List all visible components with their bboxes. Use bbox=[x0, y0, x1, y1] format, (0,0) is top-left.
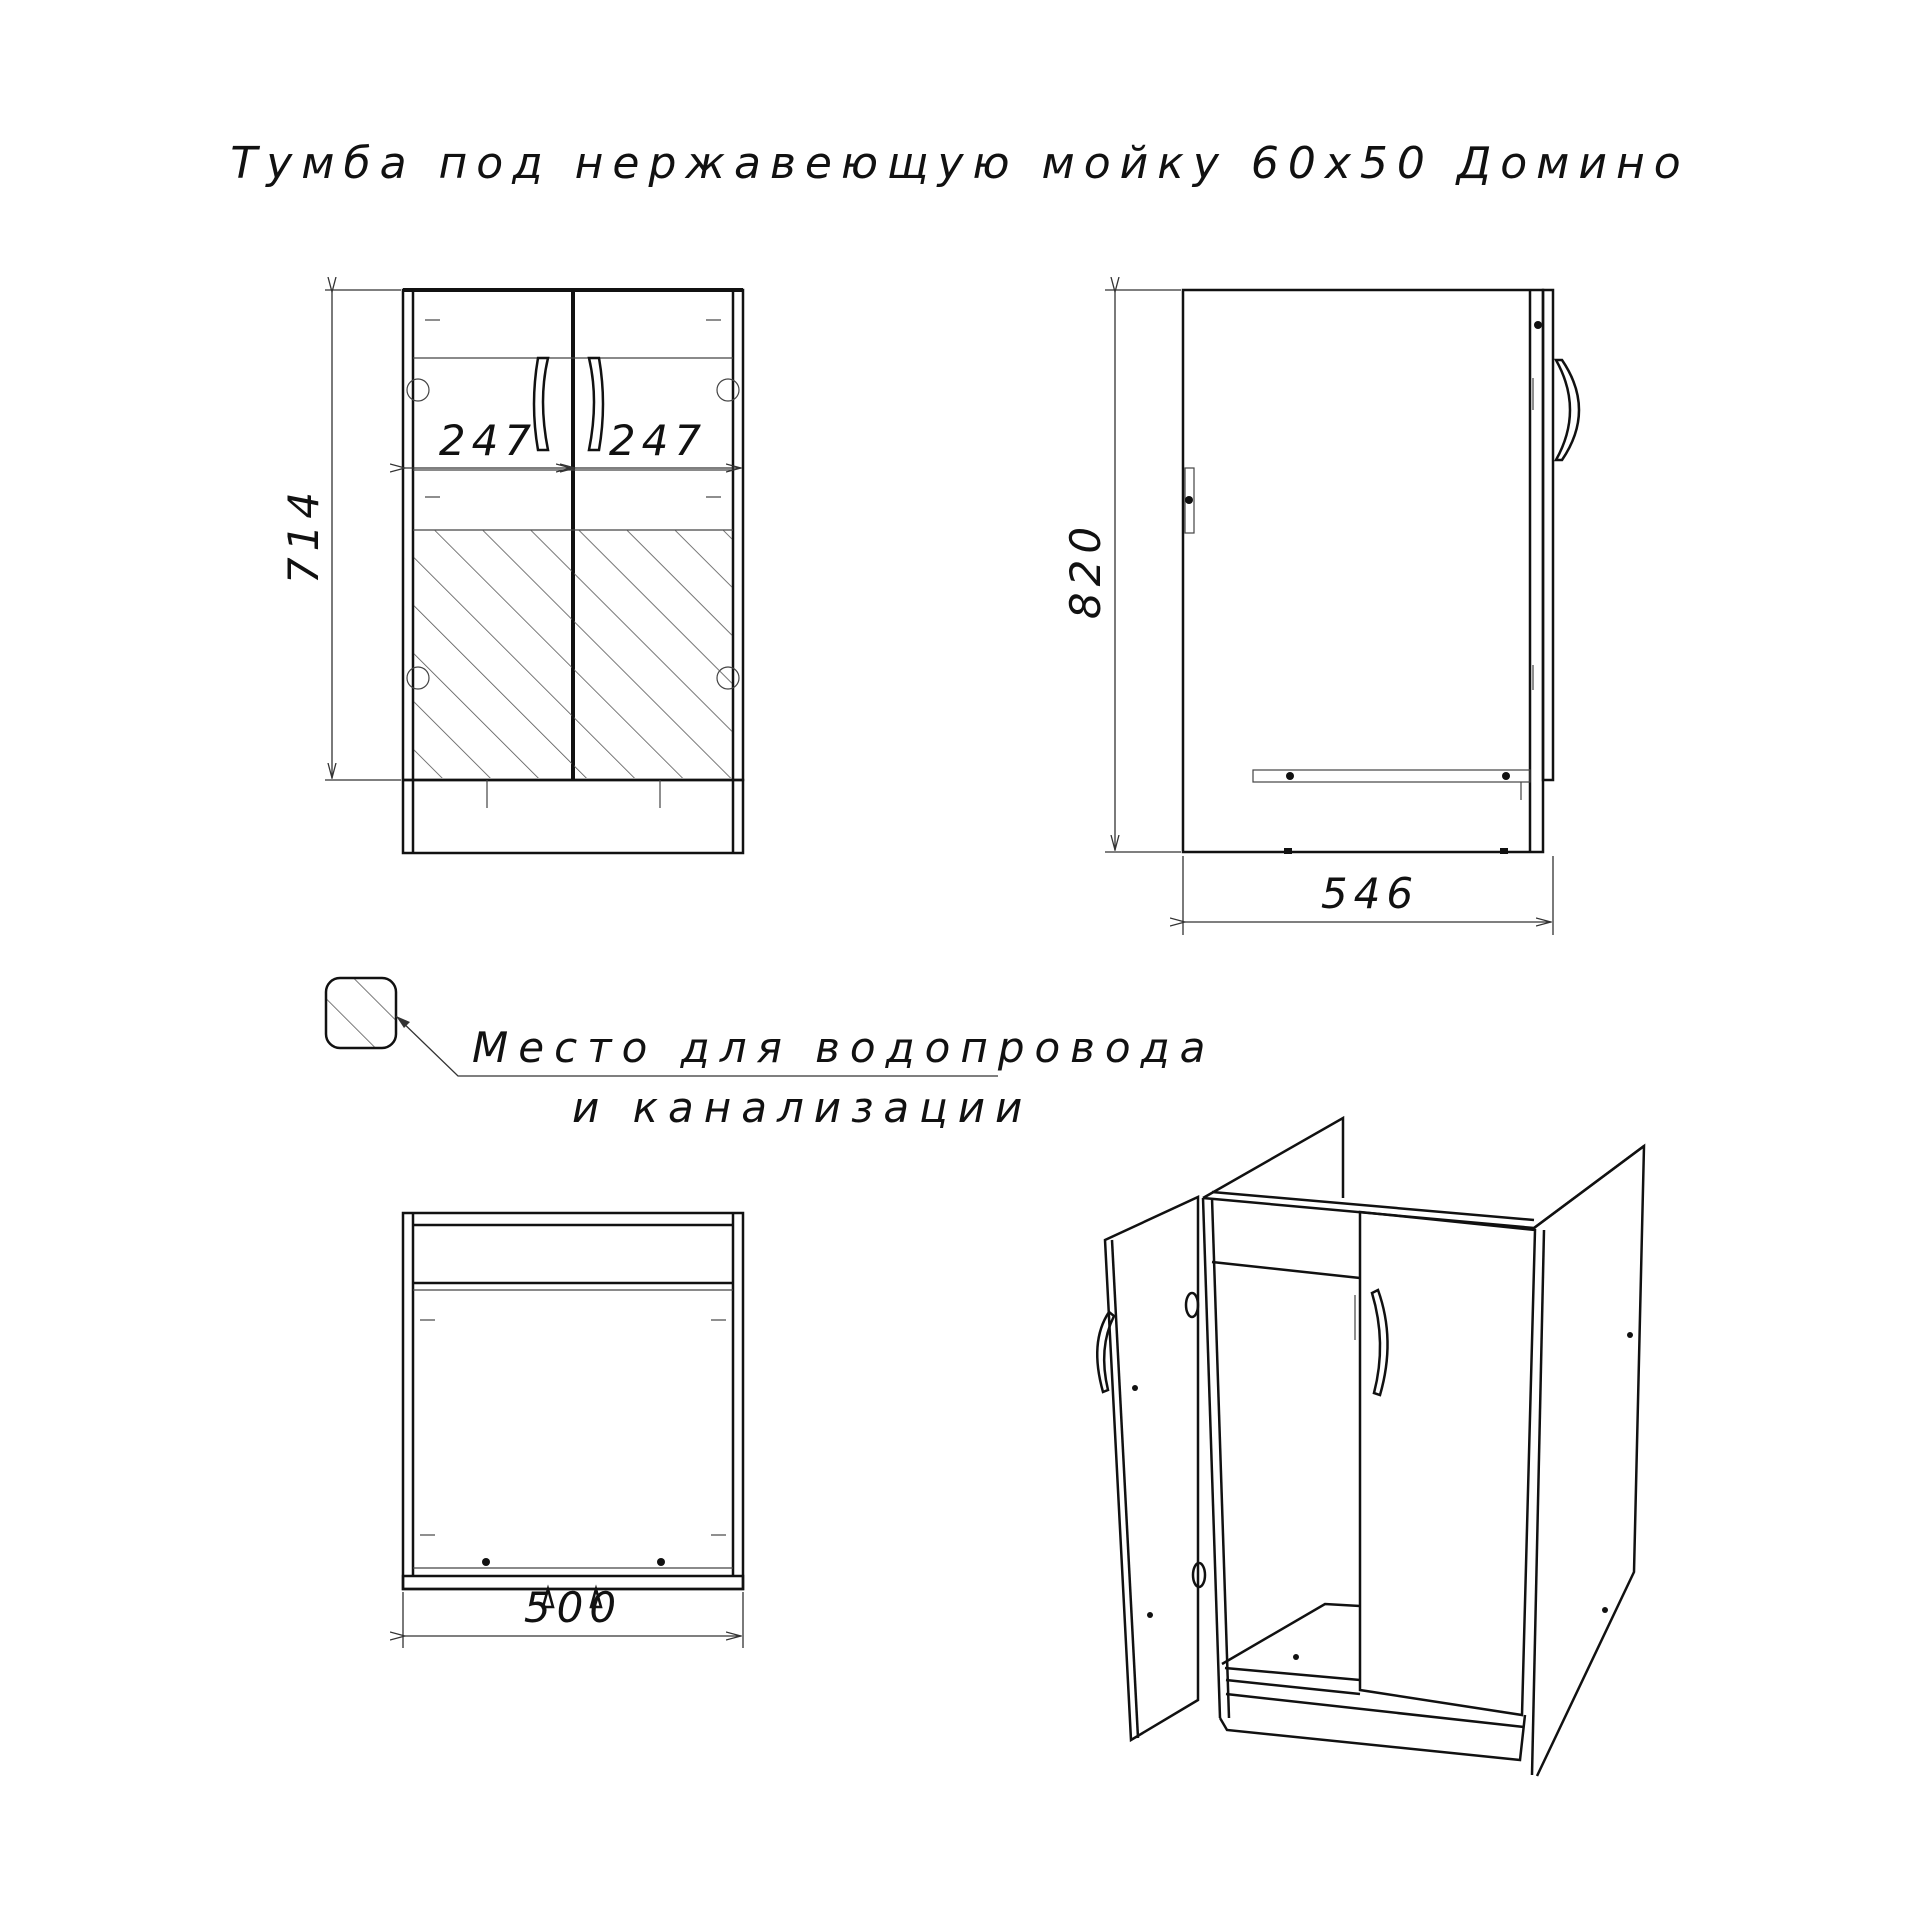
legend bbox=[326, 978, 1215, 1132]
drawing-title: Тумба под нержавеющую мойку 60х50 Домино bbox=[230, 138, 1690, 189]
side-handle-icon bbox=[1556, 360, 1579, 460]
legend-text-line2: и канализации bbox=[572, 1083, 1033, 1132]
plumbing-zone-right bbox=[574, 530, 732, 778]
door-width-left-label: 247 bbox=[438, 416, 538, 465]
plumbing-zone-left bbox=[414, 530, 572, 778]
top-view bbox=[403, 1213, 743, 1648]
side-depth-label: 546 bbox=[1320, 869, 1420, 918]
handle-right-icon bbox=[589, 358, 603, 450]
door-width-right-label: 247 bbox=[608, 416, 708, 465]
top-width-label: 500 bbox=[523, 1583, 623, 1632]
front-height-label: 714 bbox=[279, 485, 328, 585]
legend-text-line1: Место для водопровода bbox=[472, 1023, 1216, 1072]
iso-handle-closed-icon bbox=[1372, 1290, 1388, 1395]
isometric-view bbox=[1097, 1118, 1644, 1776]
legend-hatch-swatch bbox=[326, 978, 396, 1048]
side-height-label: 820 bbox=[1061, 520, 1110, 620]
side-view bbox=[1061, 290, 1579, 935]
front-view bbox=[279, 290, 743, 853]
